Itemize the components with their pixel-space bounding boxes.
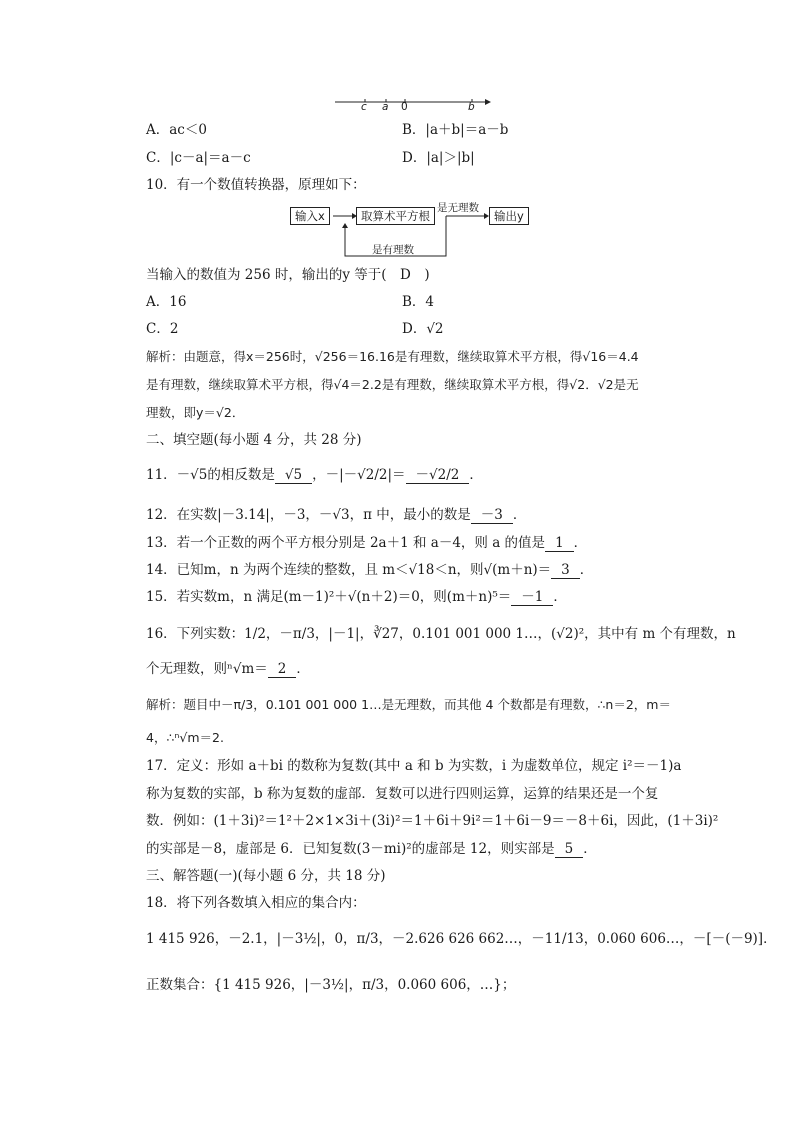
q18-stem: 18．将下列各数填入相应的集合内： (146, 895, 366, 911)
q13-answer: 1 (545, 535, 574, 552)
q13-end: ． (573, 535, 588, 551)
q9-option-d: D．|a|＞|b| (402, 150, 475, 166)
q17-answer: 5 (555, 841, 584, 858)
q10-question: 当输入的数值为 256 时，输出的y 等于( D ) (146, 267, 430, 283)
q18-numbers: 1 415 926，－2.1，|－3½|，0，π/3，－2.626 626 662…，－11/13，0.060 606…，－[－(－9)]． (146, 931, 777, 947)
q17-end: ． (583, 841, 597, 857)
q10-option-c: C．2 (146, 321, 179, 337)
number-line-label-a: a (382, 101, 389, 113)
q12-end: ． (512, 507, 527, 523)
flow-irrational-label: 是无理数 (437, 202, 479, 214)
q10-option-a: A．16 (146, 294, 187, 310)
q15-text: 15．若实数m，n 满足(m－1)²＋√(n＋2)＝0，则(m＋n)⁵＝ (146, 589, 512, 605)
flow-input-box: 输入x (290, 207, 330, 225)
q9-option-c: C．|c－a|＝a－c (146, 150, 251, 166)
q10-stem: 10．有一个数值转换器，原理如下： (146, 177, 366, 193)
section-3-heading: 三、解答题(一)(每小题 6 分，共 18 分) (146, 868, 386, 884)
number-line-label-zero: 0 (401, 101, 408, 113)
q17-line-1: 17．定义：形如 a＋bi 的数称为复数(其中 a 和 b 为实数，i 为虚数单位，规定 i²＝－1)a (146, 758, 682, 774)
q11 (146, 466, 483, 484)
q10-analysis-line-1: 解析：由题意，得x＝256时，√256＝16.16是有理数，继续取算术平方根，得√16＝4.4 (146, 349, 639, 364)
q17-line-4 (146, 840, 597, 858)
q16-analysis-line-2: 4，∴ⁿ√m＝2. (146, 730, 224, 745)
q9-option-a: A．ac＜0 (146, 122, 207, 138)
q12-answer: －3 (471, 507, 513, 524)
q17-text-4: 的实部是－8，虚部是 6．已知复数(3－mi)²的虚部是 12，则实部是 (146, 841, 555, 857)
q12-text: 12．在实数|－3.14|，－3，－√3，π 中，最小的数是 (146, 507, 471, 523)
q12 (146, 506, 526, 524)
q10-analysis-line-3: 理数，即y＝√2． (146, 405, 245, 420)
q10-option-b: B．4 (402, 294, 435, 310)
q16-end: ． (296, 661, 310, 677)
q10-option-d: D．√2 (402, 321, 444, 337)
q17-line-2: 称为复数的实部，b 称为复数的虚部．复数可以进行四则运算，运算的结果还是一个复 (146, 786, 659, 802)
q11-text-b: ，－|－√2/2|＝ (312, 467, 406, 483)
q16-analysis-line-1: 解析：题目中－π/3，0.101 001 000 1…是无理数，而其他 4 个数都是有理数，∴n＝2，m＝ (146, 697, 671, 712)
q17-line-3: 数．例如：(1＋3i)²＝1²＋2×1×3i＋(3i)²＝1＋6i＋9i²＝1＋6i－9＝－8＋6i，因此，(1＋3i)² (146, 813, 719, 829)
q15-answer: －1 (511, 589, 553, 606)
q18-positive-set: 正数集合：{1 415 926，|－3½|，π/3，0.060 606，…}； (146, 977, 516, 993)
q14 (146, 561, 593, 579)
flow-output-box: 输出y (489, 207, 529, 225)
q14-text: 14．已知m，n 为两个连续的整数，且 m＜√18＜n，则√(m＋n)＝ (146, 562, 552, 578)
q14-end: ． (579, 562, 594, 578)
number-line-label-b: b (468, 101, 475, 113)
q9-option-b: B．|a＋b|＝a－b (402, 122, 509, 138)
q11-answer-1: √5 (275, 467, 312, 484)
q14-answer: 3 (551, 562, 580, 579)
flow-process-box: 取算术平方根 (356, 207, 435, 225)
q16-answer: 2 (268, 661, 297, 678)
section-2-heading: 二、填空题(每小题 4 分，共 28 分) (146, 432, 362, 448)
q10-analysis-line-2: 是有理数，继续取算术平方根，得√4＝2.2是有理数，继续取算术平方根，得√2．√2是无 (146, 377, 639, 392)
q13-text: 13．若一个正数的两个平方根分别是 2a＋1 和 a－4，则 a 的值是 (146, 535, 546, 551)
q11-answer-2: －√2/2 (406, 467, 470, 484)
q16-line-2 (146, 660, 310, 678)
q11-text-a: 11．－√5的相反数是 (146, 467, 275, 483)
q15 (146, 588, 567, 606)
q16-text-2: 个无理数，则ⁿ√m＝ (146, 661, 268, 677)
number-line-label-c: c (361, 101, 367, 113)
flow-rational-label: 是有理数 (372, 244, 414, 256)
q15-end: ． (553, 589, 567, 605)
q11-text-c: ． (469, 467, 483, 483)
q13 (146, 534, 587, 552)
q16-line-1: 16．下列实数：1/2，－π/3，|－1|，∛27，0.101 001 000 1…，(√2)²，其中有 m 个有理数，n (146, 626, 736, 642)
